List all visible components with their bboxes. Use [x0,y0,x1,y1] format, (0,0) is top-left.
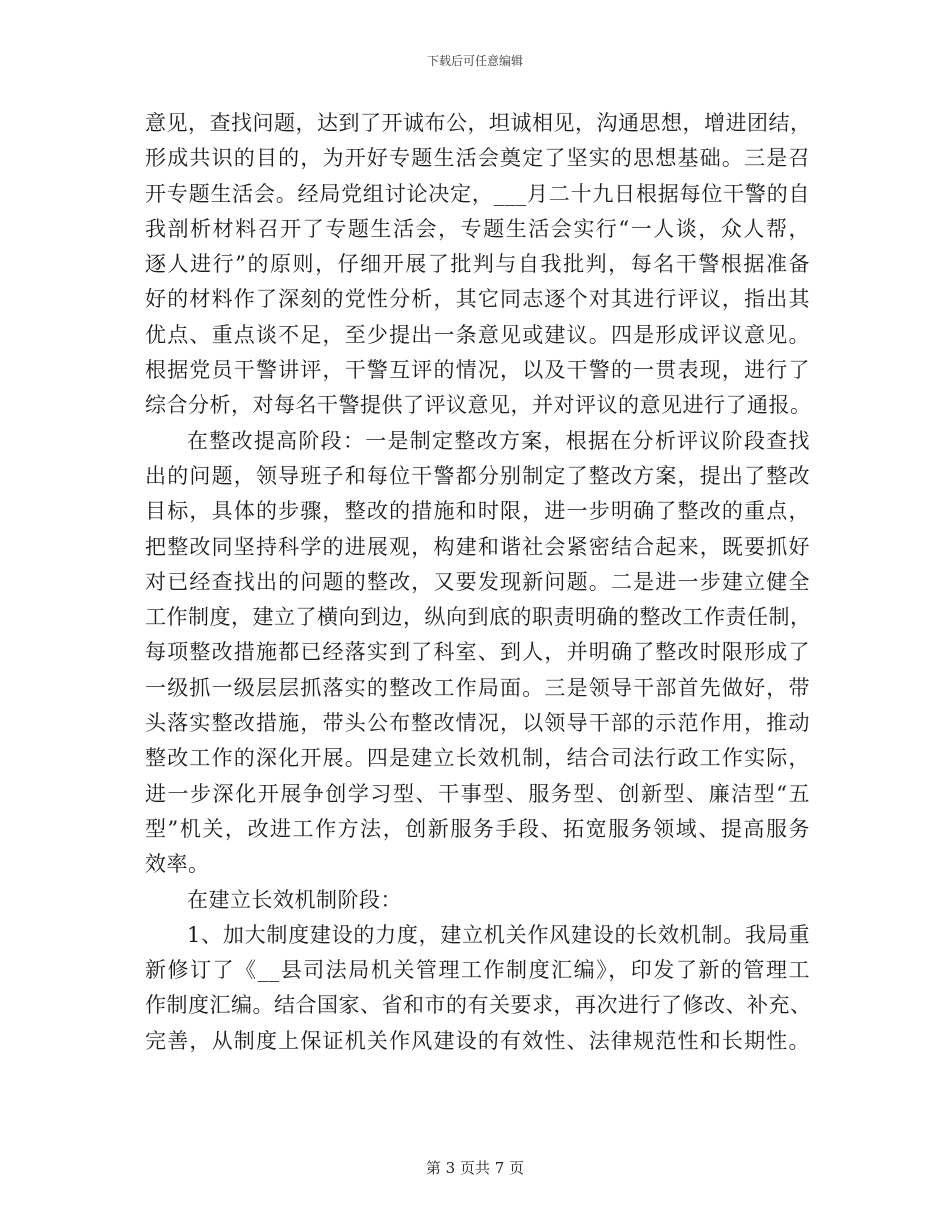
text-line: 每项整改措施都已经落实到了科室、到人，并明确了整改时限形成了 [145,640,810,665]
text-line: 开专题生活会。经局党组讨论决定，___月二十九日根据每位干警的自 [145,181,810,206]
page-header: 下载后可任意编辑 [426,54,523,68]
text-line: 好的材料作了深刻的党性分析，其它同志逐个对其进行评议，指出其 [145,287,810,312]
text-line: 优点、重点谈不足，至少提出一条意见或建议。四是形成评议意见。 [145,322,810,347]
text-line: 目标，具体的步骤，整改的措施和时限，进一步明确了整改的重点， [145,499,810,524]
text-line: 形成共识的目的，为开好专题生活会奠定了坚实的思想基础。三是召 [145,146,810,171]
text-line: 1、加大制度建设的力度，建立机关作风建设的长效机制。我局重 [187,922,810,947]
text-line: 综合分析，对每名干警提供了评议意见，并对评议的意见进行了通报。 [145,393,812,418]
text-line: 我剖析材料召开了专题生活会，专题生活会实行“一人谈，众人帮， [145,216,810,241]
text-line: 意见，查找问题，达到了开诚布公，坦诚相见，沟通思想，增进团结， [145,111,812,135]
text-line: 工作制度，建立了横向到边，纵向到底的职责明确的整改工作责任制， [145,605,812,630]
text-line: 新修订了《__县司法局机关管理工作制度汇编》，印发了新的管理工 [145,958,810,983]
text-line: 逐人进行”的原则，仔细开展了批判与自我批判，每名干警根据准备 [145,252,810,277]
text-line: 效率。 [145,852,210,877]
text-line: 作制度汇编。结合国家、省和市的有关要求，再次进行了修改、补充、 [145,993,812,1018]
text-line: 在建立长效机制阶段： [187,887,402,912]
document-body [145,106,810,1059]
text-line: 进一步深化开展争创学习型、干事型、服务型、创新型、廉洁型“五 [145,781,810,806]
text-line: 在整改提高阶段：一是制定整改方案，根据在分析评议阶段查找 [187,428,810,453]
text-line: 头落实整改措施，带头公布整改情况，以领导干部的示范作用，推动 [145,711,810,736]
text-line: 出的问题，领导班子和每位干警都分别制定了整改方案，提出了整改 [145,463,810,488]
text-line: 根据党员干警讲评，干警互评的情况，以及干警的一贯表现，进行了 [145,358,810,383]
text-line: 完善，从制度上保证机关作风建设的有效性、法律规范性和长期性。 [145,1028,810,1053]
page-footer: 第 3 页共 7 页 [425,1159,525,1177]
text-line: 把整改同坚持科学的进展观，构建和谐社会紧密结合起来，既要抓好 [145,534,810,559]
text-line: 一级抓一级层层抓落实的整改工作局面。三是领导干部首先做好，带 [145,675,810,700]
text-line: 整改工作的深化开展。四是建立长效机制，结合司法行政工作实际， [145,746,810,771]
text-line: 对已经查找出的问题的整改，又要发现新问题。二是进一步建立健全 [145,569,810,594]
text-line: 型”机关，改进工作方法，创新服务手段、拓宽服务领域、提高服务 [145,816,810,841]
